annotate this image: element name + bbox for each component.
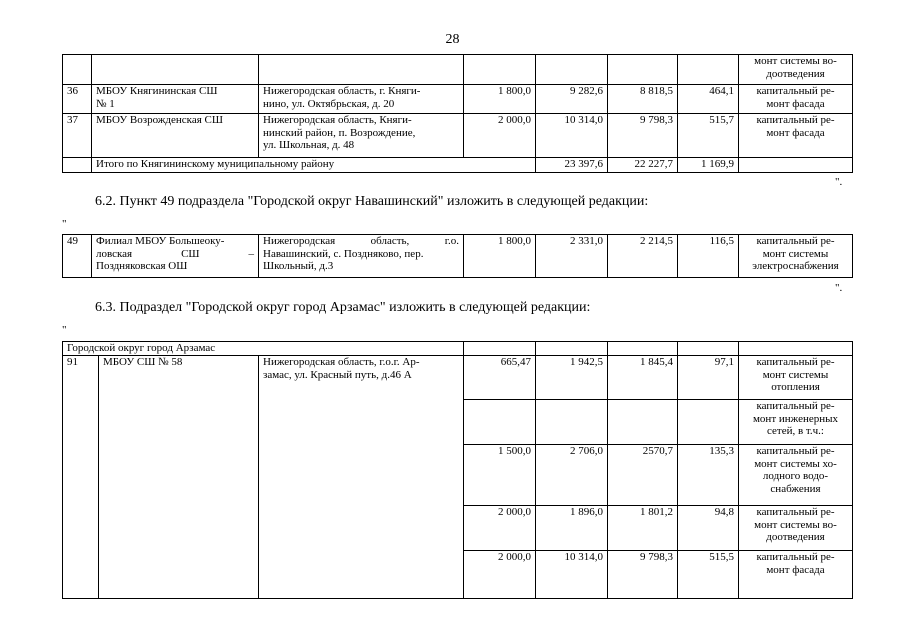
value-cell: 2 000,0 (464, 551, 536, 599)
value-cell: 116,5 (678, 235, 739, 278)
work-type-cell: капитальный ре- монт инженерных сетей, в т.ч.: (739, 400, 853, 445)
closing-quote: ". (835, 282, 843, 294)
work-type-cell: капитальный ре- монт системы электроснабжения (739, 235, 853, 278)
value-cell (536, 55, 608, 85)
value-cell: 515,5 (678, 551, 739, 599)
value-cell: 2 000,0 (464, 506, 536, 551)
opening-quote: " (62, 218, 67, 230)
school-name-cell: МБОУ Княгининская СШ № 1 (92, 85, 259, 114)
value-cell (536, 400, 608, 445)
address-cell (259, 55, 464, 85)
address-cell: Нижегородская область, г.о.г. Ар- замас, ул. Красный путь, д.46 А (259, 356, 464, 599)
value-cell: 9 798,3 (608, 551, 678, 599)
work-type-cell: капитальный ре- монт системы во- доотведения (739, 506, 853, 551)
empty-cell (464, 342, 536, 356)
value-cell: 9 282,6 (536, 85, 608, 114)
table-row (63, 235, 853, 278)
value-cell: 515,7 (678, 114, 739, 158)
paragraph-6-3: 6.3. Подраздел "Городской округ город Арзамас" изложить в следующей редакции: (95, 300, 591, 315)
row-no-cell: 91 (63, 356, 99, 599)
value-cell (608, 400, 678, 445)
value-cell: 1 500,0 (464, 445, 536, 506)
row-no-cell: 37 (63, 114, 92, 158)
row-no-cell (63, 158, 92, 173)
value-cell: 2 214,5 (608, 235, 678, 278)
school-name-cell: Филиал МБОУ Большеоку- ловская СШ – Поздняковская ОШ (92, 235, 259, 278)
work-type-cell: капитальный ре- монт фасада (739, 85, 853, 114)
value-cell: 1 800,0 (464, 85, 536, 114)
value-cell: 9 798,3 (608, 114, 678, 158)
row-no-cell (63, 55, 92, 85)
total-value: 1 169,9 (678, 158, 739, 173)
address-cell: Нижегородская область, Княги- нинский район, п. Возрождение, ул. Школьная, д. 48 (259, 114, 464, 158)
empty-cell (739, 342, 853, 356)
table-row (63, 356, 853, 400)
value-cell: 665,47 (464, 356, 536, 400)
value-cell: 464,1 (678, 85, 739, 114)
total-value: 22 227,7 (608, 158, 678, 173)
total-label: Итого по Княгининскому муниципальному району (92, 158, 536, 173)
value-cell: 8 818,5 (608, 85, 678, 114)
table-navashinsky (62, 234, 853, 278)
work-type-cell: капитальный ре- монт системы хо- лодного водо- снабжения (739, 445, 853, 506)
value-cell (608, 55, 678, 85)
value-cell (464, 55, 536, 85)
empty-cell (678, 342, 739, 356)
address-cell: Нижегородская область, г.о. Навашинский, с. Поздняково, пер. Школьный, д.3 (259, 235, 464, 278)
empty-cell (608, 342, 678, 356)
value-cell: 94,8 (678, 506, 739, 551)
opening-quote: " (62, 324, 67, 336)
paragraph-6-2: 6.2. Пункт 49 подраздела "Городской округ Навашинский" изложить в следующей редакции: (95, 194, 649, 209)
empty-cell (536, 342, 608, 356)
section-header-row (63, 342, 853, 356)
page-number: 28 (445, 32, 460, 47)
section-header: Городской округ город Арзамас (63, 342, 464, 356)
value-cell: 1 801,2 (608, 506, 678, 551)
value-cell: 1 942,5 (536, 356, 608, 400)
value-cell: 135,3 (678, 445, 739, 506)
school-name-cell: МБОУ СШ № 58 (99, 356, 259, 599)
value-cell: 1 845,4 (608, 356, 678, 400)
value-cell: 97,1 (678, 356, 739, 400)
work-type-cell: капитальный ре- монт фасада (739, 114, 853, 158)
value-cell (464, 400, 536, 445)
row-no-cell: 49 (63, 235, 92, 278)
school-name-cell (92, 55, 259, 85)
table-knyaginino (62, 54, 853, 173)
school-name-cell: МБОУ Возрожденская СШ (92, 114, 259, 158)
value-cell (678, 400, 739, 445)
table-row (63, 114, 853, 158)
value-cell: 2 706,0 (536, 445, 608, 506)
address-cell: Нижегородская область, г. Княги- нино, ул. Октябрьская, д. 20 (259, 85, 464, 114)
value-cell: 2570,7 (608, 445, 678, 506)
total-value: 23 397,6 (536, 158, 608, 173)
value-cell: 1 800,0 (464, 235, 536, 278)
closing-quote: ". (835, 176, 843, 188)
value-cell: 2 000,0 (464, 114, 536, 158)
work-type-cell: капитальный ре- монт системы отопления (739, 356, 853, 400)
value-cell: 2 331,0 (536, 235, 608, 278)
value-cell (678, 55, 739, 85)
row-no-cell: 36 (63, 85, 92, 114)
value-cell: 10 314,0 (536, 114, 608, 158)
total-row (63, 158, 853, 173)
work-type-cell: монт системы во- доотведения (739, 55, 853, 85)
work-type-cell: капитальный ре- монт фасада (739, 551, 853, 599)
work-type-cell (739, 158, 853, 173)
table-row (63, 85, 853, 114)
value-cell: 1 896,0 (536, 506, 608, 551)
table-arzamas (62, 341, 853, 599)
value-cell: 10 314,0 (536, 551, 608, 599)
table-row (63, 55, 853, 85)
